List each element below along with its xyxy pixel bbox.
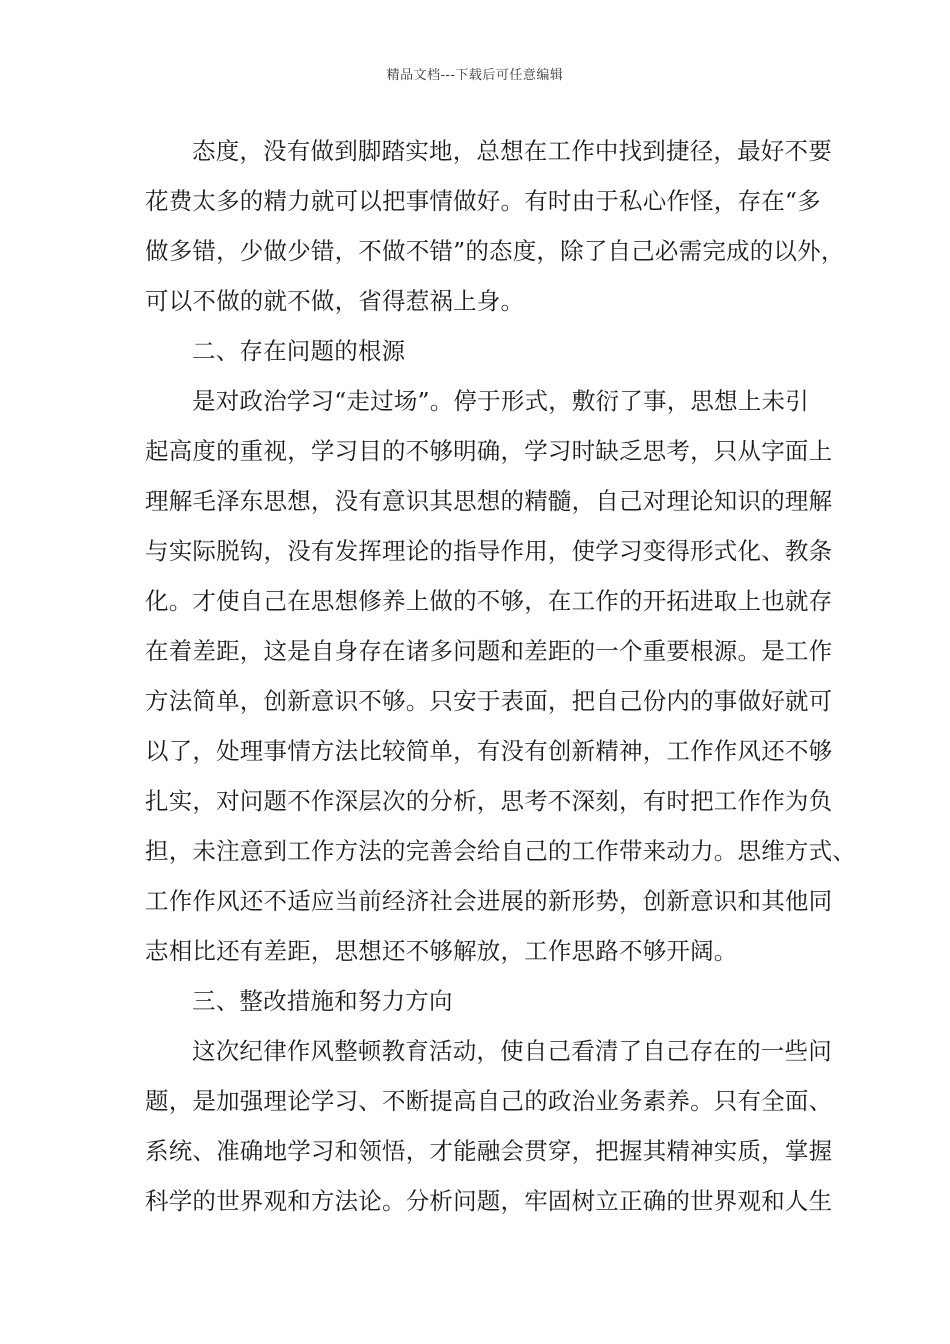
section-heading: 二、存在问题的根源 (192, 337, 406, 365)
text-line: 与实际脱钩，没有发挥理论的指导作用，使学习变得形式化、教条 (145, 537, 833, 565)
text-line: 在着差距，这是自身存在诸多问题和差距的一个重要根源。是工作 (145, 637, 833, 665)
text-line: 做多错，少做少错，不做不错”的态度，除了自己必需完成的以外， (145, 237, 845, 265)
text-line: 志相比还有差距，思想还不够解放，工作思路不够开阔。 (145, 937, 738, 965)
text-line: 方法简单，创新意识不够。只安于表面，把自己份内的事做好就可 (145, 687, 833, 715)
text-line: 理解毛泽东思想，没有意识其思想的精髓，自己对理论知识的理解 (145, 487, 833, 515)
text-line: 工作作风还不适应当前经济社会进展的新形势，创新意识和其他同 (145, 887, 833, 915)
text-line: 担，未注意到工作方法的完善会给自己的工作带来动力。思维方式、 (145, 837, 856, 865)
section-heading: 三、整改措施和努力方向 (192, 987, 453, 1015)
text-line: 科学的世界观和方法论。分析问题，牢固树立正确的世界观和人生 (145, 1187, 833, 1215)
text-line: 花费太多的精力就可以把事情做好。有时由于私心作怪，存在“多 (145, 187, 821, 215)
text-line: 系统、准确地学习和领悟，才能融会贯穿，把握其精神实质，掌握 (145, 1137, 833, 1165)
text-line: 这次纪律作风整顿教育活动，使自己看清了自己存在的一些问 (192, 1037, 832, 1065)
text-line: 可以不做的就不做，省得惹祸上身。 (145, 287, 525, 315)
page-header: 精品文档---下载后可任意编辑 (386, 68, 564, 83)
text-line: 化。才使自己在思想修养上做的不够，在工作的开拓进取上也就存 (145, 587, 833, 615)
text-line: 是对政治学习“走过场”。停于形式，敷衍了事，思想上未引 (192, 387, 809, 415)
document-body (145, 126, 856, 1226)
text-line: 起高度的重视，学习目的不够明确，学习时缺乏思考，只从字面上 (145, 437, 833, 465)
text-line: 以了，处理事情方法比较简单，有没有创新精神，工作作风还不够 (145, 737, 833, 765)
text-line: 题，是加强理论学习、不断提高自己的政治业务素养。只有全面、 (145, 1087, 833, 1115)
text-line: 态度，没有做到脚踏实地，总想在工作中找到捷径，最好不要 (192, 137, 832, 165)
text-line: 扎实，对问题不作深层次的分析，思考不深刻，有时把工作作为负 (145, 787, 833, 815)
